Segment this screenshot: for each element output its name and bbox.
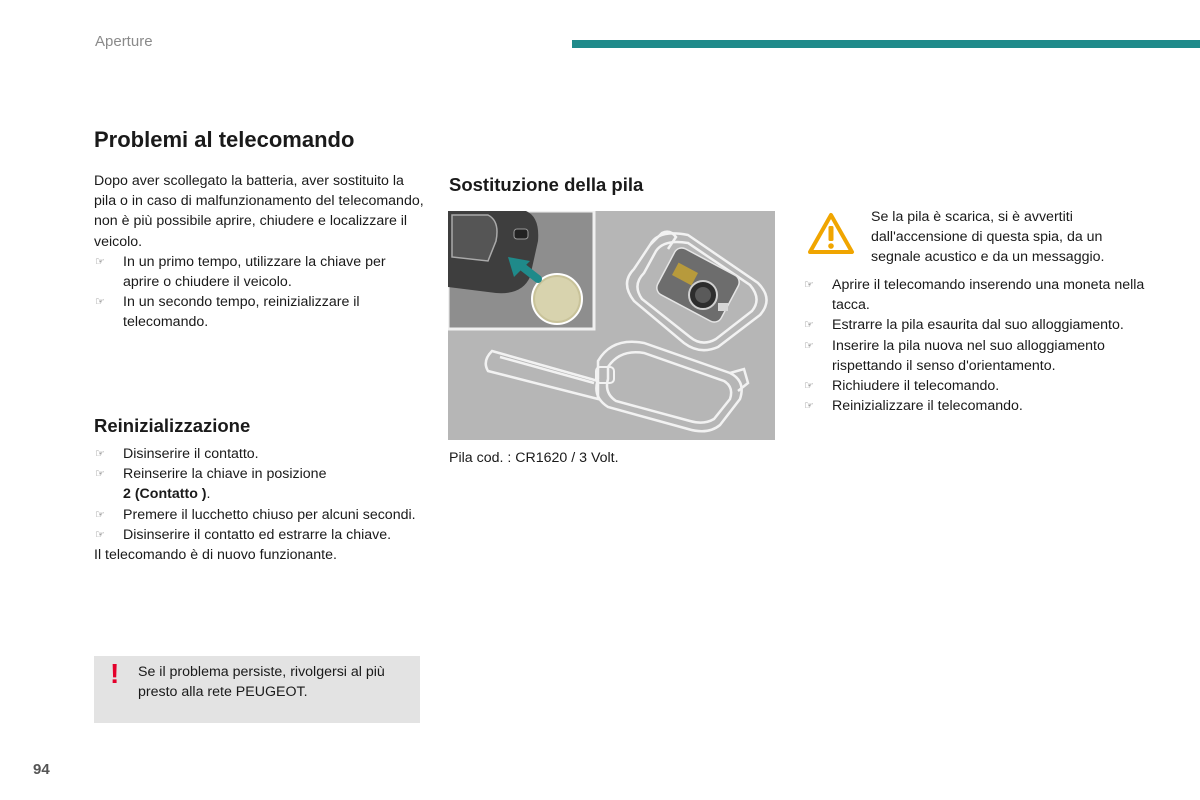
list-item [94,525,424,545]
list-item [803,275,1148,315]
list-item-text: Richiudere il telecomando. [832,378,1000,395]
warning-triangle-icon [807,212,855,256]
pointing-hand-icon: ☞ [95,448,105,460]
ignition-position-label: 2 (Contatto ) [123,486,207,503]
pointing-hand-icon: ☞ [95,255,105,268]
list-item-text: Disinserire il contatto. [123,446,259,462]
battery-step-list [803,275,1148,416]
list-item-text: In un secondo tempo, reinizializzare il telecomando. [123,294,360,331]
list-item-text-end: . [206,486,211,503]
intro-bullet-list [94,252,424,333]
list-item [94,464,424,504]
list-item [94,292,424,332]
list-item-text: In un primo tempo, utilizzare la chiave per aprire o chiudere il veicolo. [123,253,386,291]
pointing-hand-icon: ☞ [804,279,814,291]
list-item-text: Disinserire il contatto ed estrarre la chiave. [123,526,392,543]
pointing-hand-icon: ☞ [804,319,814,332]
list-item-text: Estrarre la pila esaurita dal suo alloggiamento. [832,317,1124,334]
exclamation-icon: ! [110,658,120,689]
list-item [94,252,424,292]
reinit-heading: Reinizializzazione [94,415,251,436]
list-item [803,336,1148,376]
page-number: 94 [33,761,50,778]
section-label: Aperture [95,33,153,50]
intro-section [94,171,424,333]
list-item-text: Premere il lucchetto chiuso per alcuni secondi. [123,506,416,523]
warning-text: Se la pila è scarica, si è avvertiti dall'accensione di questa spia, da un segnale acustico e da un messaggio. [871,209,1105,266]
pointing-hand-icon: ☞ [95,508,105,521]
remote-key-drawing [448,211,775,440]
intro-paragraph: Dopo aver scollegato la batteria, aver sostituito la pila o in caso di malfunzionamento del telecomando, non è più possibile aprire, chiudere e localizzare il veicolo. [94,173,424,250]
pointing-hand-icon: ☞ [95,296,105,309]
pointing-hand-icon: ☞ [95,468,105,481]
battery-caption: Pila cod. : CR1620 / 3 Volt. [449,450,619,466]
list-item [94,444,424,464]
remote-battery-illustration [448,211,775,440]
reinit-section [94,444,424,565]
list-item-text: Reinizializzare il telecomando. [832,398,1023,415]
list-item-text: Aprire il telecomando inserendo una moneta nella tacca. [832,277,1145,314]
reinit-step-list [94,444,424,545]
list-item-text: Inserire la pila nuova nel suo alloggiamento rispettando il senso d'orientamento. [832,337,1105,374]
pointing-hand-icon: ☞ [804,339,814,352]
list-item [803,376,1148,396]
alert-text: Se il problema persiste, rivolgersi al più presto alla rete PEUGEOT. [138,664,385,701]
battery-heading: Sostituzione della pila [449,174,644,195]
header-accent-bar [572,40,1200,48]
page-title: Problemi al telecomando [94,127,355,152]
pointing-hand-icon: ☞ [95,528,105,541]
alert-box [94,656,420,723]
pointing-hand-icon: ☞ [804,400,814,413]
list-item [803,396,1148,416]
list-item [803,315,1148,335]
battery-steps [803,275,1148,416]
pointing-hand-icon: ☞ [804,380,814,393]
list-item [94,505,424,525]
list-item-text: Reinserire la chiave in posizione [123,466,327,483]
reinit-result: Il telecomando è di nuovo funzionante. [94,547,337,564]
